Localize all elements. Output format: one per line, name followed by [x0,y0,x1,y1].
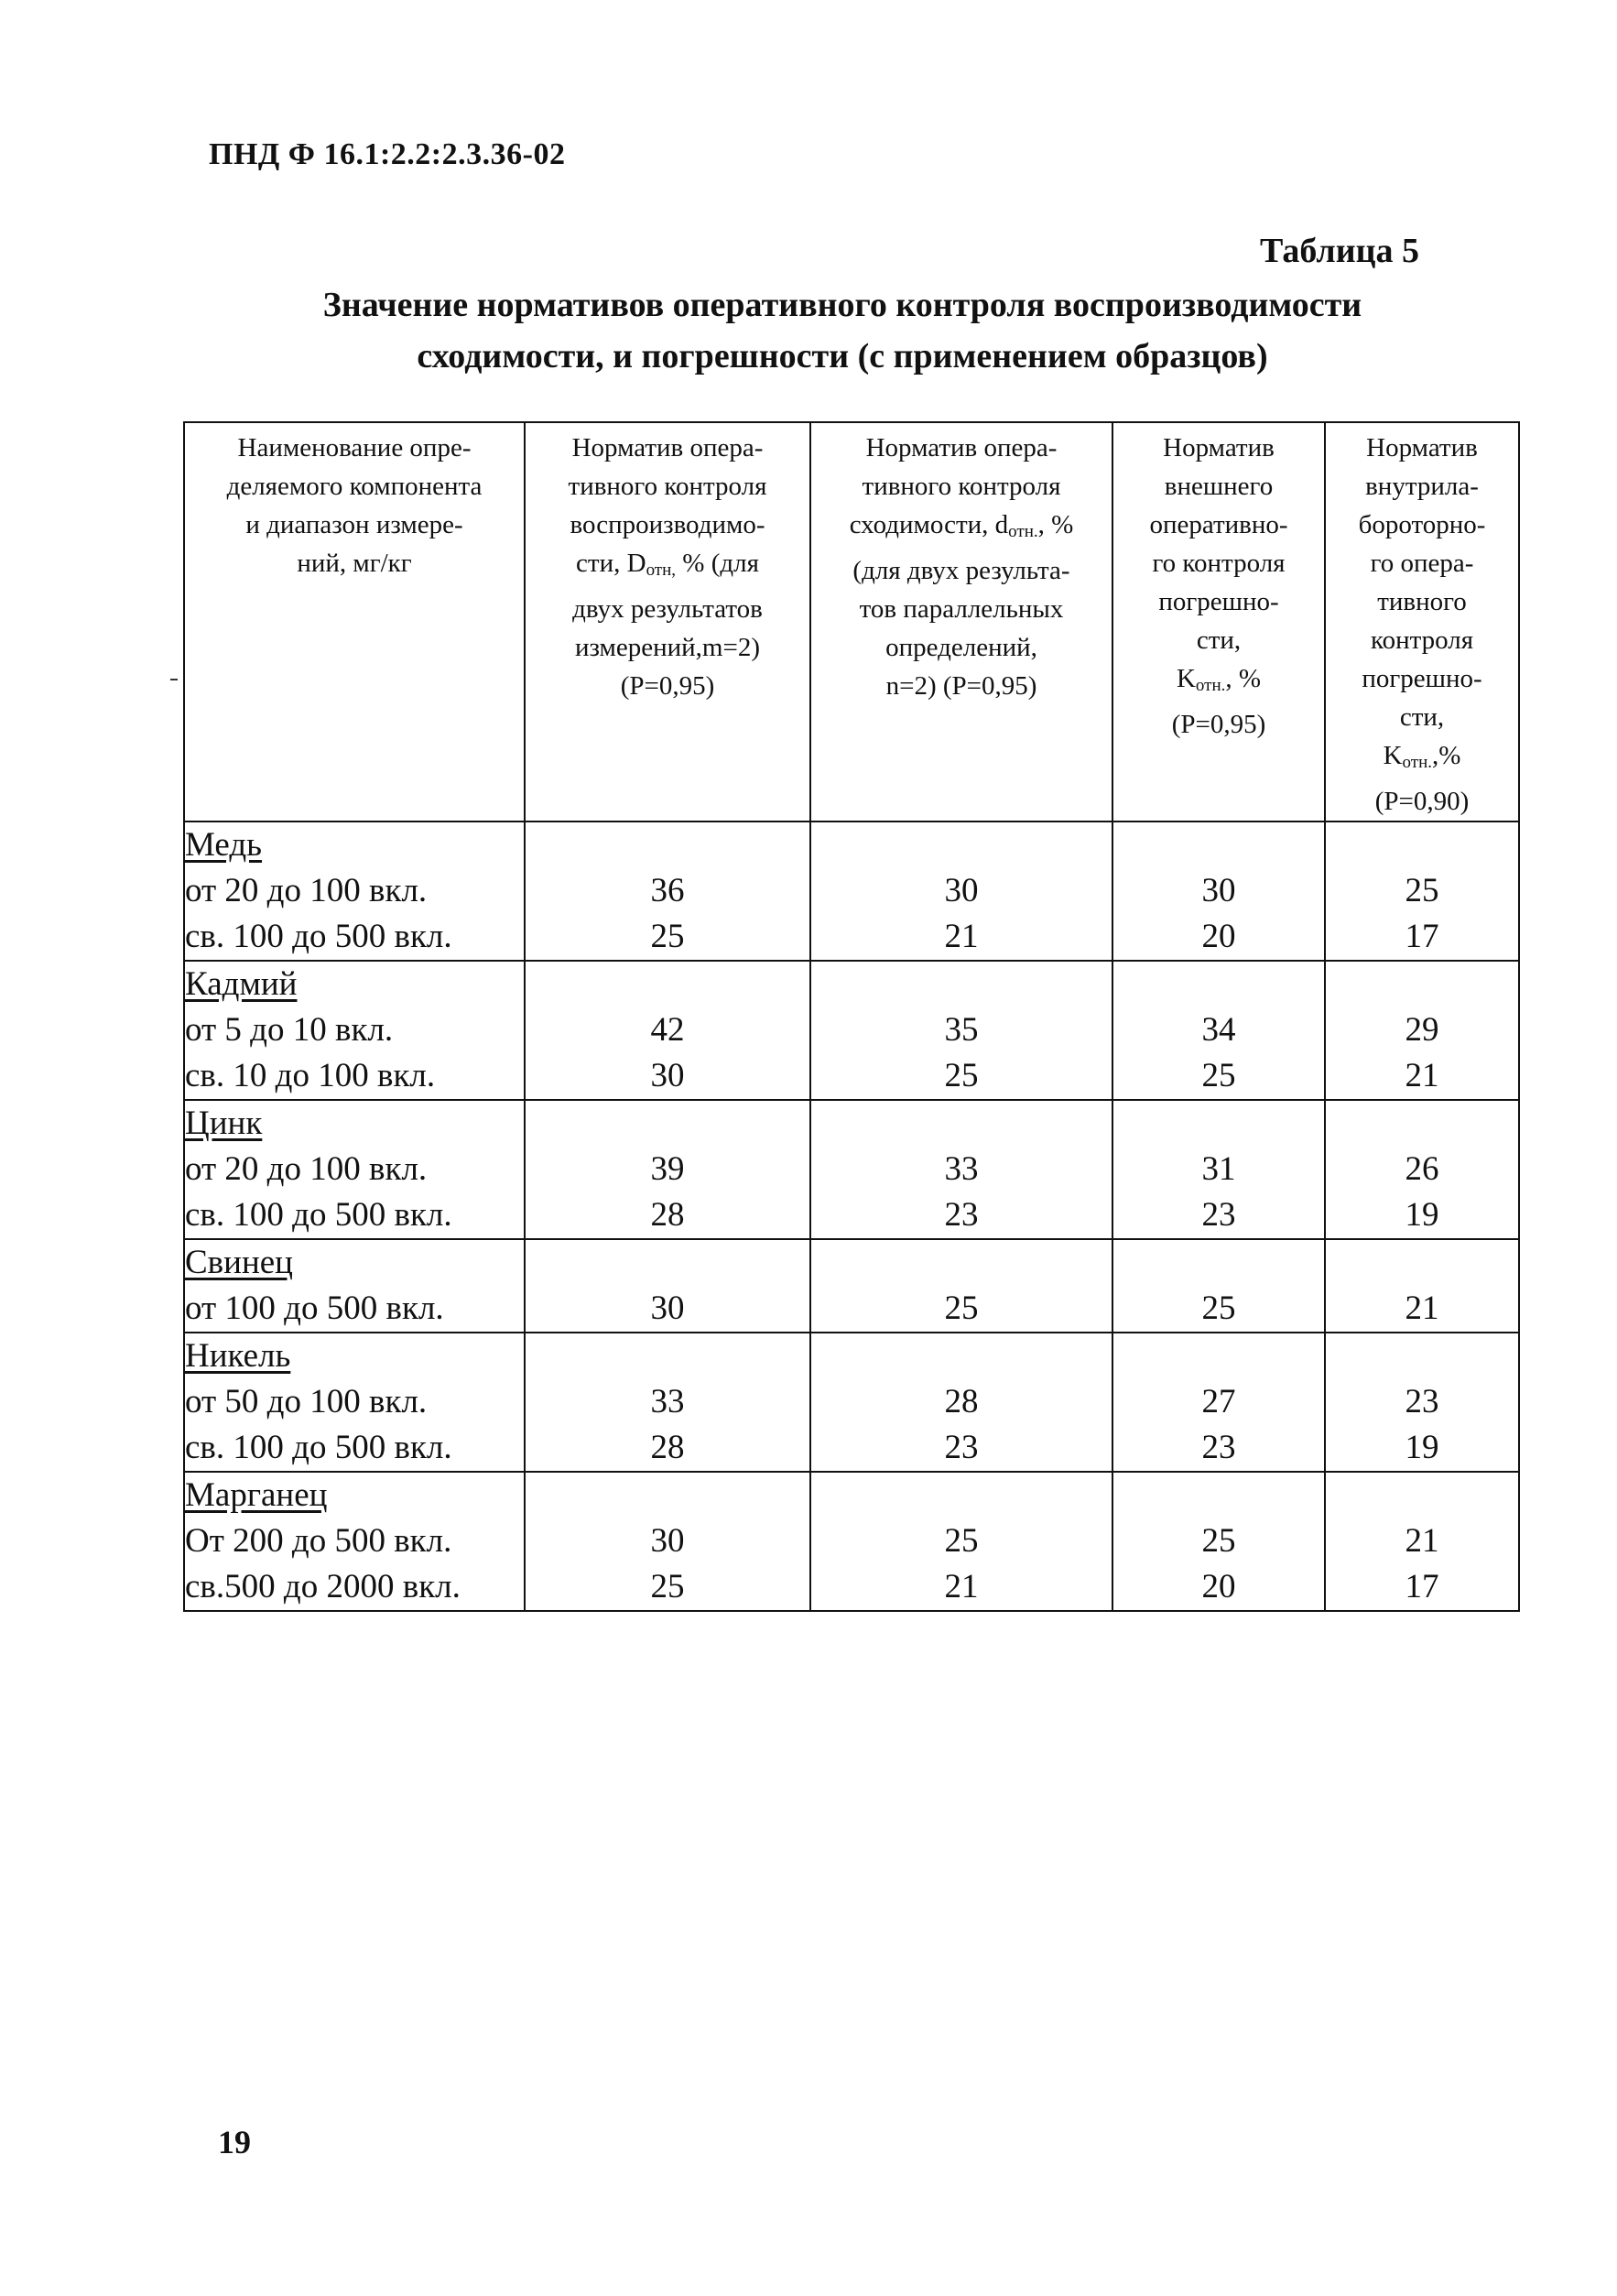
header-symbol-line [1119,659,1319,705]
norm-value: 31 [1201,1150,1236,1188]
norm-value: 29 [1405,1011,1439,1049]
norm-value: 25 [1405,872,1439,909]
header-line: (для двух результа- [852,556,1070,585]
value-cell [1112,1239,1325,1333]
cell-spacer [811,1473,1112,1518]
cell-spacer [1113,1473,1324,1518]
value-cell [1112,1100,1325,1239]
range-label: св. 10 до 100 вкл. [185,1057,436,1094]
header-convergence [810,422,1112,822]
header-symbol-line [531,544,804,590]
cell-spacer [526,1473,809,1518]
norm-value: 17 [1405,1568,1439,1605]
cell-spacer [811,1240,1112,1286]
range-label: от 20 до 100 вкл. [185,872,428,909]
cell-spacer [1326,1240,1518,1286]
value-cell [1112,822,1325,961]
title-line: сходимости, и погрешности (с применением образцов) [417,337,1268,375]
cell-spacer [1113,1333,1324,1379]
header-symbol-line [817,506,1106,551]
norms-table [183,421,1520,1612]
value-cell [810,822,1112,961]
norm-value: 30 [650,1289,685,1327]
header-row [184,422,1519,822]
range-label: от 20 до 100 вкл. [185,1150,428,1188]
cell-spacer [526,1240,809,1286]
header-symbol-prefix: сти, D [576,549,646,578]
value-cell [1325,1239,1519,1333]
component-row [184,1239,1519,1333]
value-cell [525,1333,810,1472]
component-name: Никель [185,1337,291,1375]
norm-value: 33 [650,1383,685,1420]
header-symbol-subscript: отн. [1008,522,1038,541]
norm-value: 33 [944,1150,979,1188]
value-cell [810,961,1112,1100]
header-line: сти, [1196,626,1242,655]
norm-value: 35 [944,1011,979,1049]
header-line: тивного контроля [862,472,1061,501]
norm-value: 25 [650,918,685,955]
range-label: от 5 до 10 вкл. [185,1011,394,1049]
header-component-range [184,422,525,822]
cell-spacer [811,962,1112,1007]
cell-spacer [1113,822,1324,868]
norm-value: 19 [1405,1196,1439,1234]
norm-value: 21 [1405,1522,1439,1560]
header-line: Норматив опера- [865,433,1058,462]
range-label: св. 100 до 500 вкл. [185,1196,452,1234]
range-label: св.500 до 2000 вкл. [185,1568,461,1605]
norm-value: 19 [1405,1429,1439,1466]
cell-spacer [526,1101,809,1147]
header-symbol-prefix: K [1383,741,1403,770]
header-line: тов параллельных [859,594,1064,624]
norm-value: 21 [944,918,979,955]
header-line: двух результатов [572,594,763,624]
value-cell [810,1239,1112,1333]
header-line: погрешно- [1158,587,1279,616]
component-cell [184,1472,525,1611]
component-row [184,1472,1519,1611]
header-line: сти, [1399,702,1445,732]
norm-value: 21 [944,1568,979,1605]
norm-value: 21 [1405,1289,1439,1327]
cell-spacer [1326,822,1518,868]
cell-spacer [1113,1240,1324,1286]
value-cell [810,1333,1112,1472]
header-line: (P=0,95) [620,671,715,701]
header-line: Норматив [1163,433,1275,462]
value-cell [525,961,810,1100]
value-cell [525,1239,810,1333]
component-name: Цинк [185,1104,263,1142]
cell-spacer [1326,1333,1518,1379]
range-label: св. 100 до 500 вкл. [185,918,452,955]
component-row [184,822,1519,961]
header-line: контроля [1370,626,1474,655]
header-symbol-subscript: отн. [1195,676,1226,695]
header-reproducibility [525,422,810,822]
norm-value: 23 [1405,1383,1439,1420]
value-cell [1325,961,1519,1100]
norm-value: 21 [1405,1057,1439,1094]
header-line: (P=0,90) [1374,787,1470,816]
range-label: св. 100 до 500 вкл. [185,1429,452,1466]
header-symbol-subscript: отн, [646,560,677,580]
norm-value: 25 [944,1522,979,1560]
cell-spacer [526,822,809,868]
header-line: измерений,m=2) [574,633,761,662]
value-cell [1325,1472,1519,1611]
norm-value: 25 [1201,1522,1236,1560]
cell-spacer [1113,1101,1324,1147]
component-name: Марганец [185,1476,328,1514]
page-number: 19 [218,2124,251,2160]
header-symbol-suffix: , % [1225,664,1262,693]
header-line: го опера- [1370,549,1474,578]
document-code: ПНД Ф 16.1:2.2:2.3.36-02 [209,137,566,171]
header-symbol-subscript: отн. [1402,753,1432,772]
header-line: n=2) (P=0,95) [885,671,1037,701]
cell-spacer [526,962,809,1007]
table-label: Таблица 5 [1259,232,1419,270]
cell-spacer [1326,962,1518,1007]
norm-value: 30 [1201,872,1236,909]
norm-value: 23 [1201,1196,1236,1234]
header-symbol-suffix: ,% [1432,741,1461,770]
norm-value: 25 [650,1568,685,1605]
header-line: и диапазон измере- [245,510,463,539]
component-row [184,1333,1519,1472]
header-line: тивного контроля [568,472,767,501]
value-cell [810,1472,1112,1611]
component-row [184,1100,1519,1239]
header-line: бороторно- [1358,510,1486,539]
range-label: от 100 до 500 вкл. [185,1289,444,1327]
norm-value: 28 [944,1383,979,1420]
value-cell [1112,1333,1325,1472]
header-line: внутрила- [1365,472,1479,501]
value-cell [1325,822,1519,961]
value-cell [1112,1472,1325,1611]
norm-value: 30 [650,1522,685,1560]
range-label: от 50 до 100 вкл. [185,1383,428,1420]
cell-spacer [1113,962,1324,1007]
component-cell [184,822,525,961]
header-line: оперативно- [1149,510,1288,539]
header-symbol-suffix: % (для [676,549,759,578]
cell-spacer [526,1333,809,1379]
cell-spacer [811,1333,1112,1379]
norm-value: 20 [1201,918,1236,955]
norm-value: 25 [944,1289,979,1327]
component-cell [184,1239,525,1333]
header-line: Наименование опре- [237,433,472,462]
norm-value: 25 [1201,1057,1236,1094]
value-cell [1325,1100,1519,1239]
cell-spacer [1326,1101,1518,1147]
norm-value: 25 [1201,1289,1236,1327]
norm-value: 28 [650,1429,685,1466]
value-cell [1112,961,1325,1100]
header-line: Норматив опера- [571,433,764,462]
header-symbol-line [1331,736,1513,782]
header-symbol-prefix: K [1176,664,1196,693]
cell-spacer [811,1101,1112,1147]
header-line: погрешно- [1362,664,1482,693]
norm-value: 30 [944,872,979,909]
header-line: ний, мг/кг [297,549,412,578]
norm-value: 36 [650,872,685,909]
range-label: От 200 до 500 вкл. [185,1522,452,1560]
norm-value: 17 [1405,918,1439,955]
component-cell [184,961,525,1100]
norm-value: 23 [944,1429,979,1466]
cell-spacer [1326,1473,1518,1518]
title-line: Значение нормативов оперативного контроля воспроизводимости [322,286,1362,324]
norm-value: 25 [944,1057,979,1094]
table-title [183,279,1502,382]
header-line: деляемого компонента [226,472,483,501]
header-line: (P=0,95) [1171,710,1266,739]
header-line: тивного [1377,587,1467,616]
component-name: Медь [185,826,263,864]
component-name: Кадмий [185,965,298,1003]
header-symbol-suffix: , % [1037,510,1074,539]
component-cell [184,1333,525,1472]
norm-value: 30 [650,1057,685,1094]
component-cell [184,1100,525,1239]
header-external-error [1112,422,1325,822]
value-cell [525,1100,810,1239]
cell-spacer [811,822,1112,868]
norm-value: 28 [650,1196,685,1234]
header-line: Норматив [1366,433,1478,462]
norm-value: 23 [944,1196,979,1234]
value-cell [1325,1333,1519,1472]
norm-value: 23 [1201,1429,1236,1466]
value-cell [525,822,810,961]
component-row [184,961,1519,1100]
header-line: воспроизводимо- [570,510,765,539]
value-cell [525,1472,810,1611]
header-line: определений, [885,633,1037,662]
norm-value: 20 [1201,1568,1236,1605]
component-name: Свинец [185,1244,293,1281]
norm-value: 42 [650,1011,685,1049]
header-internal-error [1325,422,1519,822]
margin-mark [170,679,178,680]
norm-value: 26 [1405,1150,1439,1188]
header-symbol-prefix: сходимости, d [849,510,1009,539]
norm-value: 27 [1201,1383,1236,1420]
value-cell [810,1100,1112,1239]
header-line: го контроля [1152,549,1286,578]
norm-value: 34 [1201,1011,1236,1049]
norm-value: 39 [650,1150,685,1188]
header-line: внешнего [1164,472,1274,501]
